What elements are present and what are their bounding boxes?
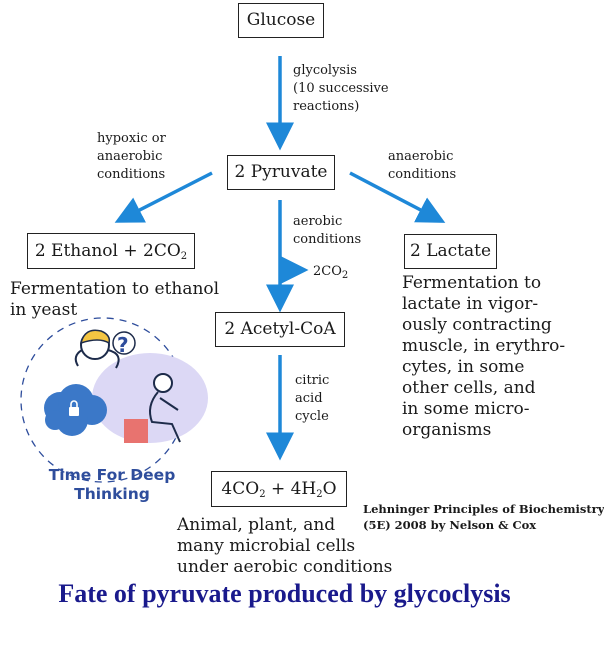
- lactate-description: Fermentation to lactate in vigor- ously contracting muscle, in erythro- cytes, in some other cells, and in some micro- organisms: [402, 273, 566, 440]
- ethanol-description: Fermentation to ethanol in yeast: [10, 279, 220, 320]
- aerobic-conditions-label: aerobic conditions: [293, 214, 362, 247]
- glycolysis-label: glycolysis (10 successive reactions): [293, 63, 389, 114]
- svg-text:?: ?: [117, 333, 129, 357]
- source-credit: Lehninger Principles of Biochemistry (5E) 2008 by Nelson & Cox: [363, 502, 604, 532]
- co2-h2o-label: $4CO_2 + 4H_2O$: [221, 478, 337, 500]
- citric-acid-cycle-label: citric acid cycle: [295, 373, 330, 424]
- aerobic-description: Animal, plant, and many microbial cells under aerobic conditions: [177, 515, 393, 577]
- lactate-label: 2 Lactate: [409, 241, 492, 261]
- co2-released-label: $2CO_2$: [313, 264, 349, 281]
- watermark-brand: Time For Deep Thinking: [48, 466, 176, 503]
- pyruvate-label: 2 Pyruvate: [234, 162, 328, 182]
- acetyl-coa-label: 2 Acetyl-CoA: [224, 319, 336, 339]
- figure-caption: Fate of pyruvate produced by glycoclysis: [58, 579, 511, 608]
- ethanol-label: 2 Ethanol + $2CO_2$: [34, 240, 188, 262]
- hypoxic-conditions-label: hypoxic or anaerobic conditions: [97, 131, 166, 182]
- glucose-label: Glucose: [246, 10, 316, 30]
- anaerobic-conditions-label: anaerobic conditions: [388, 149, 457, 182]
- lilac-blob: [92, 353, 208, 443]
